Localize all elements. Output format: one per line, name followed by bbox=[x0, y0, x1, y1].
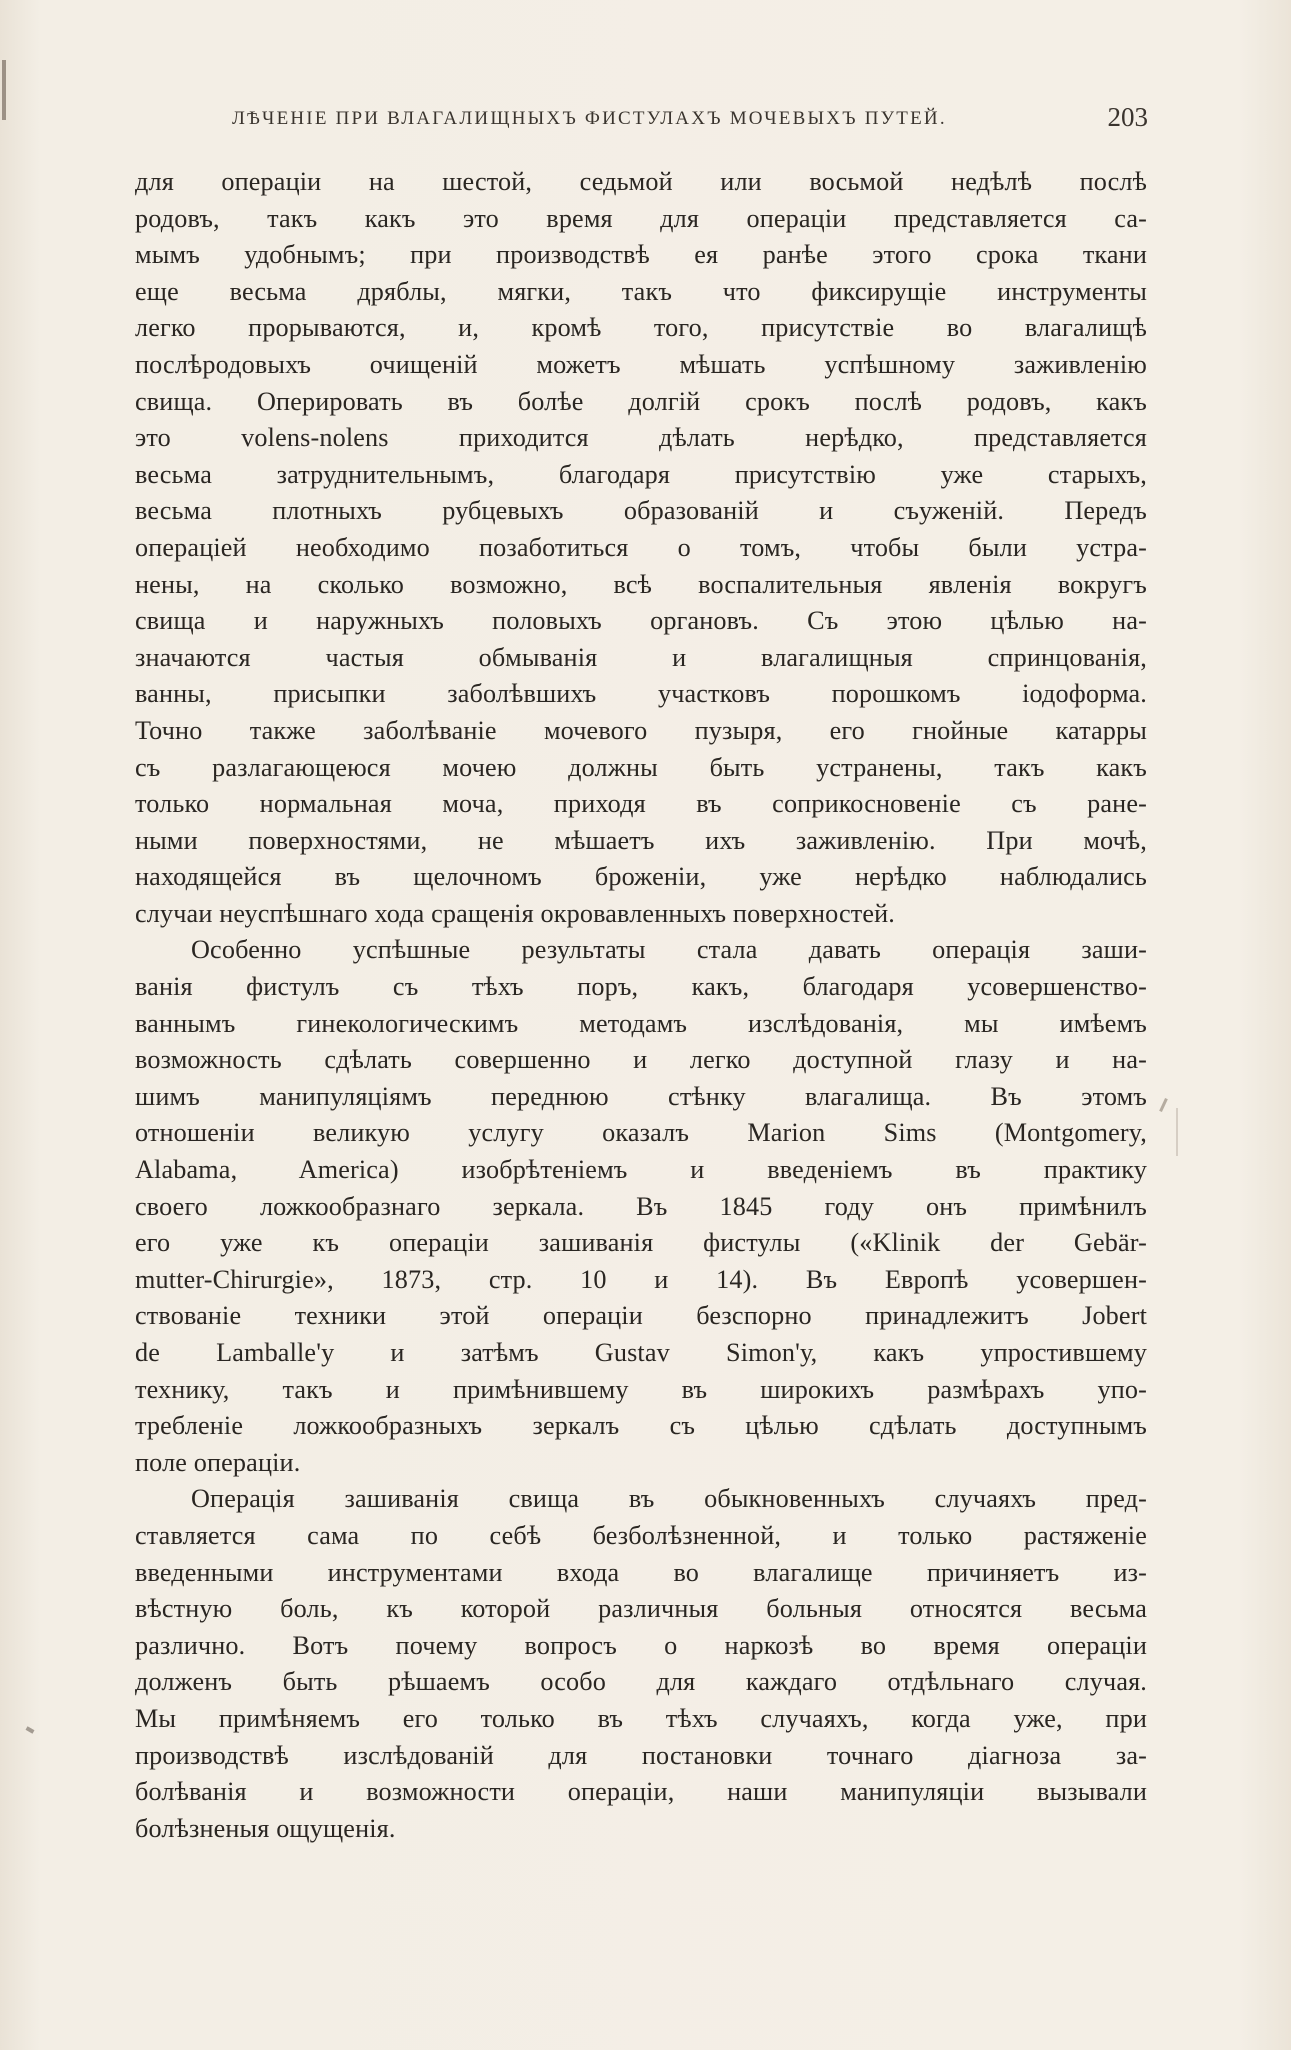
text-line: весьма плотныхъ рубцевыхъ образованій и съуженій. Передъ bbox=[135, 496, 1147, 526]
text-line: свища. Оперировать въ болѣе долгій срокъ послѣ родовъ, какъ bbox=[135, 386, 1147, 416]
text-line: свища и наружныхъ половыхъ органовъ. Съ этою цѣлью на- bbox=[135, 606, 1147, 636]
text-line: поле операціи. bbox=[135, 1447, 301, 1477]
text-line: введенными инструментами входа во влагалище причиняетъ из- bbox=[135, 1557, 1147, 1587]
text-line: находящейся въ щелочномъ броженіи, уже нерѣдко наблюдались bbox=[135, 862, 1147, 892]
text-line: болѣзненыя ощущенія. bbox=[135, 1813, 396, 1843]
text-line: производствѣ изслѣдованій для постановки точнаго діагноза за- bbox=[135, 1740, 1147, 1770]
margin-pencil-mark bbox=[1159, 1098, 1168, 1112]
text-line: Особенно успѣшные результаты стала давать операція заши- bbox=[191, 935, 1147, 965]
text-line: долженъ быть рѣшаемъ особо для каждаго отдѣльнаго случая. bbox=[135, 1667, 1147, 1697]
running-head: ЛѢЧЕНІЕ ПРИ ВЛАГАЛИЩНЫХЪ ФИСТУЛАХЪ МОЧЕВЫХЪ ПУТЕЙ. bbox=[232, 108, 947, 129]
text-line: вѣстную боль, къ которой различныя больныя относятся весьма bbox=[135, 1594, 1147, 1624]
body-text bbox=[135, 164, 1147, 1847]
page-header bbox=[138, 100, 1148, 140]
paragraph bbox=[135, 164, 1147, 932]
text-line: Alabama, America) изобрѣтеніемъ и введеніемъ въ практику bbox=[135, 1155, 1147, 1185]
text-line: ваннымъ гинекологическимъ методамъ изслѣдованія, мы имѣемъ bbox=[135, 1008, 1147, 1038]
text-line: только нормальная моча, приходя въ соприкосновеніе съ ране- bbox=[135, 789, 1147, 819]
margin-pencil-line bbox=[1176, 1108, 1178, 1156]
paragraph bbox=[135, 1481, 1147, 1847]
text-line: mutter-Chirurgie», 1873, стр. 10 и 14). Въ Европѣ усовершен- bbox=[135, 1264, 1147, 1294]
text-line: еще весьма дряблы, мягки, такъ что фиксирущіе инструменты bbox=[135, 276, 1147, 306]
text-line: послѣродовыхъ очищеній можетъ мѣшать успѣшному заживленію bbox=[135, 349, 1147, 379]
text-line: весьма затруднительнымъ, благодаря присутствію уже старыхъ, bbox=[135, 459, 1147, 489]
text-line: возможность сдѣлать совершенно и легко доступной глазу и на- bbox=[135, 1045, 1147, 1075]
text-line: легко прорываются, и, кромѣ того, присутствіе во влагалищѣ bbox=[135, 313, 1147, 343]
text-line: ными поверхностями, не мѣшаетъ ихъ заживленію. При мочѣ, bbox=[135, 825, 1147, 855]
text-line: значаются частыя обмыванія и влагалищныя спринцованія, bbox=[135, 642, 1147, 672]
text-line: различно. Вотъ почему вопросъ о наркозѣ во время операціи bbox=[135, 1630, 1147, 1660]
paragraph bbox=[135, 932, 1147, 1481]
text-line: ванны, присыпки заболѣвшихъ участковъ порошкомъ іодоформа. bbox=[135, 679, 1147, 709]
text-line: отношеніи великую услугу оказалъ Marion Sims (Montgomery, bbox=[135, 1118, 1147, 1148]
text-line: случаи неуспѣшнаго хода сращенія окровавленныхъ поверхностей. bbox=[135, 898, 896, 928]
text-line: de Lamballe'у и затѣмъ Gustav Simon'у, какъ упростившему bbox=[135, 1338, 1147, 1367]
text-line: для операціи на шестой, седьмой или восьмой недѣлѣ послѣ bbox=[135, 167, 1147, 196]
text-line: это volens-nolens приходится дѣлать нерѣдко, представляется bbox=[135, 423, 1147, 453]
text-line: требленіе ложкообразныхъ зеркалъ съ цѣлью сдѣлать доступнымъ bbox=[135, 1411, 1147, 1441]
text-line: мымъ удобнымъ; при производствѣ ея ранѣе этого срока ткани bbox=[135, 240, 1147, 270]
page-number: 203 bbox=[1107, 102, 1148, 132]
text-line: Точно также заболѣваніе мочевого пузыря, его гнойные катарры bbox=[135, 715, 1147, 745]
text-line: своего ложкообразнаго зеркала. Въ 1845 году онъ примѣнилъ bbox=[135, 1191, 1147, 1221]
text-line: съ разлагающеюся мочею должны быть устранены, такъ какъ bbox=[135, 752, 1147, 782]
text-line: Мы примѣняемъ его только въ тѣхъ случаяхъ, когда уже, при bbox=[135, 1703, 1147, 1733]
text-line: болѣванія и возможности операціи, наши манипуляціи вызывали bbox=[135, 1777, 1147, 1807]
text-line: ванія фистулъ съ тѣхъ поръ, какъ, благодаря усовершенство- bbox=[135, 972, 1147, 1002]
text-line: ствованіе техники этой операціи безспорно принадлежитъ Jobert bbox=[135, 1301, 1147, 1331]
text-line: его уже къ операціи зашиванія фистулы («Klinik der Gebär- bbox=[135, 1228, 1147, 1258]
text-line: Операція зашиванія свища въ обыкновенныхъ случаяхъ пред- bbox=[191, 1484, 1147, 1514]
text-line: родовъ, такъ какъ это время для операціи представляется са- bbox=[135, 203, 1147, 233]
text-line: нены, на сколько возможно, всѣ воспалительныя явленія вокругъ bbox=[135, 569, 1147, 599]
text-line: шимъ манипуляціямъ переднюю стѣнку влагалища. Въ этомъ bbox=[135, 1081, 1147, 1111]
text-line: технику, такъ и примѣнившему въ широкихъ размѣрахъ упо- bbox=[135, 1374, 1147, 1404]
text-line: ставляется сама по себѣ безболѣзненной, и только растяженіе bbox=[135, 1520, 1147, 1550]
binding-edge-mark bbox=[2, 60, 6, 120]
margin-ink-speck bbox=[26, 1726, 35, 1733]
text-line: операціей необходимо позаботиться о томъ, чтобы были устра- bbox=[135, 532, 1147, 562]
